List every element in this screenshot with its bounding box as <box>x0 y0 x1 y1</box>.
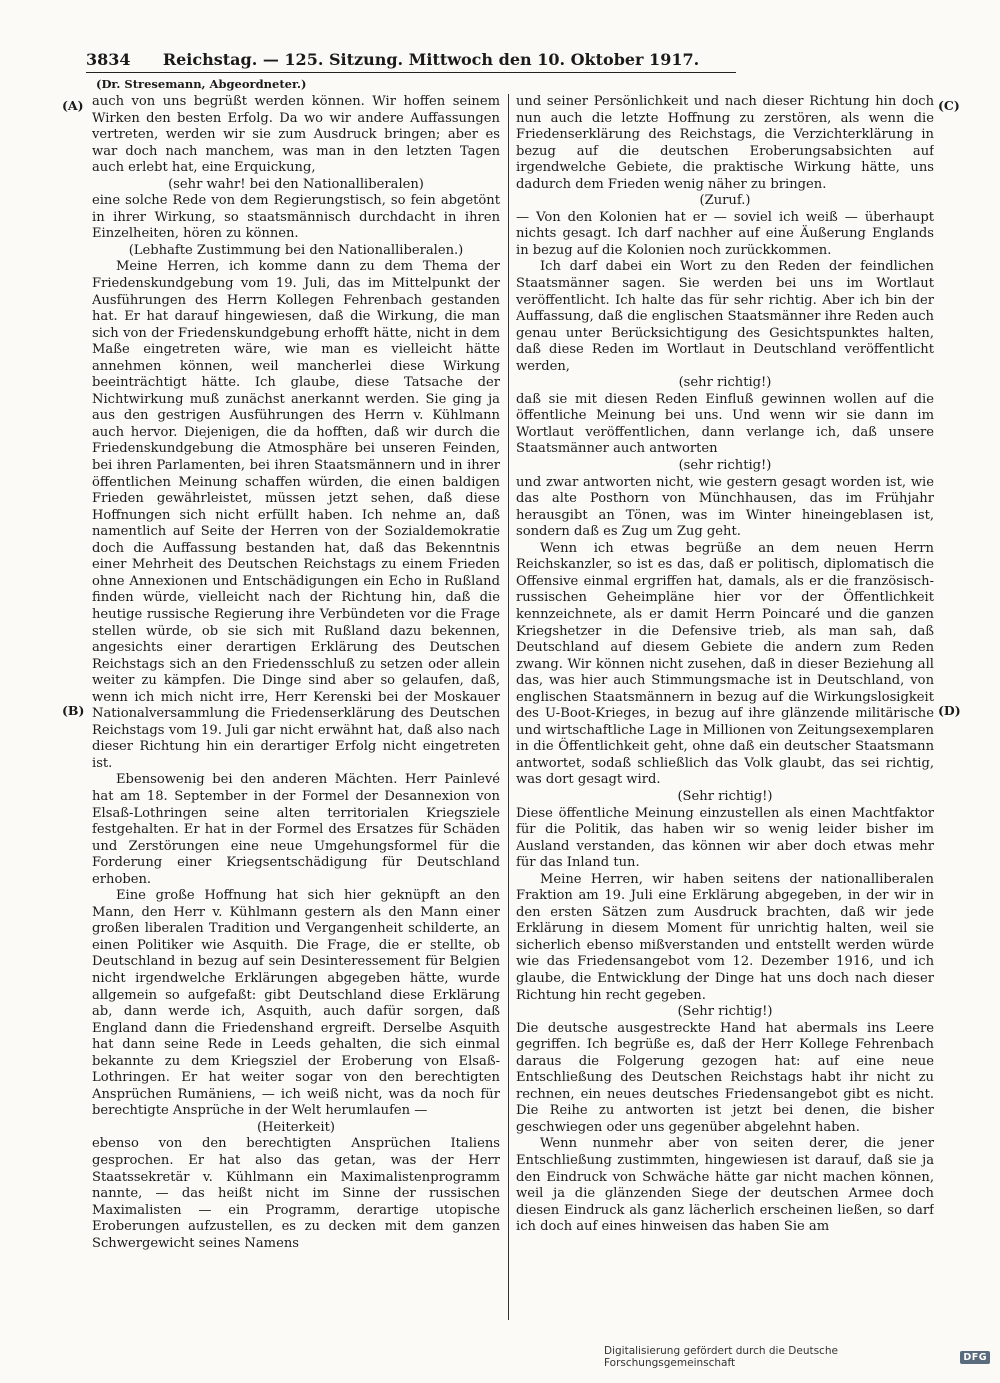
page-number: 3834 <box>86 50 131 69</box>
interjection: (Heiterkeit) <box>257 1119 335 1135</box>
paragraph: Wenn ich etwas begrüße an dem neuen Herrn Reichskanzler, so ist es das, daß er politisch, diplomatisch die Offensive einmal ergriffen hat, damals, als er die französisch-russischen Geheimpläne hier vor der Öffentlichkeit kennzeichnete, als er damit Herrn Poincaré und die ganzen Kriegshetzer in die Defensive trieb, als man sah, daß Deutschland auf diesem Gebiete die andern zum Reden zwang. Wir können nicht zusehen, daß in dieser Beziehung all das, was hier auch Stimmungsmache ist in Deutschland, von englischen Staatsmännern in bezug auf die Wirkungslosigkeit des U-Boot-Krieges, in bezug auf ihre glänzende militärische und wirtschaftliche Lage in Millionen von Zeitungsexemplaren in die Öffentlichkeit geht, ohne daß ein deutscher Staatsmann antwortet, sodaß schließlich das Volk glaubt, das sei richtig, was dort gesagt wird. <box>516 540 934 788</box>
paragraph: Diese öffentliche Meinung einzustellen als einen Machtfaktor für die Politik, das haben wir so wenig leider bisher im Ausland verstanden, das können wir aber doch etwas mehr für das Inland tun. <box>516 805 934 871</box>
interjection: (Lebhafte Zustimmung bei den Nationalliberalen.) <box>128 242 464 258</box>
paragraph: Meine Herren, wir haben seitens der nationalliberalen Fraktion am 19. Juli eine Erklärung abgegeben, in der wir in den ersten Sätzen zum Ausdruck brachten, daß wir jede Erklärung in diesem Moment für unrichtig halten, weil sie sicherlich ebenso mißverstanden und entstellt werden würde wie das Friedensangebot vom 12. Dezember 1916, und ich glaube, die Entwicklung der Dinge hat uns doch nach dieser Richtung hin recht gegeben. <box>516 871 934 1003</box>
margin-mark-c: (C) <box>938 98 960 113</box>
interjection: (sehr richtig!) <box>678 375 772 391</box>
footer-text: Digitalisierung gefördert durch die Deutsche Forschungsgemeinschaft <box>604 1345 838 1369</box>
margin-mark-a: (A) <box>62 98 84 113</box>
paragraph: Ebensowenig bei den anderen Mächten. Herr Painlevé hat am 18. September in der Formel der Desannexion von Elsaß-Lothringen seine alten territorialen Kriegsziele festgehalten. Er hat in der Formel des Ersatzes für Schäden und Zerstörungen eine neue Umgehungsformel für die Forderung einer Kriegsentschädigung für Deutschland erhoben. <box>92 772 500 887</box>
margin-mark-b: (B) <box>62 703 85 718</box>
paragraph: und zwar antworten nicht, wie gestern gesagt worden ist, wie das alte Posthorn von Münchhausen, das im Frühjahr herausgibt an Tönen, was im Winter hineingeblasen ist, sondern daß es Zug um Zug geht. <box>516 474 934 540</box>
paragraph: Wenn nunmehr aber von seiten derer, die jener Entschließung zustimmten, hingewiesen ist darauf, daß sie ja den Eindruck von Schwäche hätte gar nicht machen können, weil ja die glänzenden Siege der deutschen Armee doch diesen Eindruck als ganz lächerlich erscheinen ließen, so darf ich doch auf eines hinweisen das haben Sie am <box>516 1136 934 1235</box>
paragraph: und seiner Persönlichkeit und nach dieser Richtung hin doch nun auch die letzte Hoffnung zu zerstören, als wenn die Friedenserklärung des Reichstags, die Verzichterklärung in bezug auf die deutschen Eroberungsabsichten auf irgendwelche Gebiete, die praktische Wirkung hätte, uns dadurch dem Frieden wenig näher zu bringen. <box>516 94 934 192</box>
right-column <box>516 94 934 1324</box>
margin-mark-d: (D) <box>938 703 961 718</box>
interjection: (sehr wahr! bei den Nationalliberalen) <box>168 176 424 192</box>
running-title: Reichstag. — 125. Sitzung. Mittwoch den 10. Oktober 1917. <box>162 50 700 69</box>
dfg-logo: DFG <box>960 1351 990 1364</box>
paragraph: daß sie mit diesen Reden Einfluß gewinnen wollen auf die öffentliche Meinung bei uns. Und wenn wir sie dann im Wortlaut veröffentlichen, dann verlange ich, daß unsere Staatsmänner auch antworten <box>516 391 934 457</box>
paragraph: — Von den Kolonien hat er — soviel ich weiß — überhaupt nichts gesagt. Ich darf nachher auf eine Äußerung Englands in bezug auf die Kolonien noch zurückkommen. <box>516 209 934 258</box>
left-column <box>92 94 500 1324</box>
column-divider <box>508 94 509 1320</box>
paragraph: Ich darf dabei ein Wort zu den Reden der feindlichen Staatsmänner sagen. Sie werden bei uns im Wortlaut veröffentlicht. Ich halte das für sehr richtig. Aber ich bin der Auffassung, daß die englischen Staatsmänner ihre Reden auch genau unter Berücksichtigung des Gesichtspunktes halten, daß diese Reden im Wortlaut in Deutschland veröffentlicht werden, <box>516 259 934 374</box>
paragraph: ebenso von den berechtigten Ansprüchen Italiens gesprochen. Er hat also das getan, was der Herr Staatssekretär v. Kühlmann ein Maximalistenprogramm nannte, — das heißt nicht im Sinne der russischen Maximalisten — ein Programm, derartige utopische Eroberungen aufzustellen, es zu decken mit dem ganzen Schwergewicht seines Namens <box>92 1136 500 1251</box>
page-footer <box>604 1345 990 1369</box>
paragraph: eine solche Rede von dem Regierungstisch, so fein abgetönt in ihrer Wirkung, so staatsmännisch durchdacht in ihren Einzelheiten, hören zu können. <box>92 193 500 242</box>
page-header <box>86 48 736 73</box>
interjection: (Zuruf.) <box>699 193 751 209</box>
speaker-note: (Dr. Stresemann, Abgeordneter.) <box>96 77 307 91</box>
paragraph: Meine Herren, ich komme dann zu dem Thema der Friedenskundgebung vom 19. Juli, das im Mittelpunkt der Ausführungen des Herrn Kollegen Fehrenbach gestanden hat. Er hat darauf hingewiesen, daß die Wirkung, die man sich von der Friedenskundgebung erhofft hätte, nicht in dem Maße eingetreten wäre, wie man es vielleicht hätte annehmen können, weil mancherlei diese Wirkung beeinträchtigt hätte. Ich glaube, diese Tatsache der Nichtwirkung muß zunächst anerkannt werden. Sie ging ja aus den gestrigen Ausführungen des Herrn v. Kühlmann auch hervor. Diejenigen, die da hofften, daß wir durch die Friedenskundgebung die Atmosphäre bei unseren Feinden, bei ihren Parlamenten, bei ihren Staatsmännern und in ihrer öffentlichen Meinung schaffen würden, die einen baldigen Frieden gewährleistet, müssen jetzt sehen, daß diese Hoffnungen sich nicht erfüllt haben. Ich nehme an, daß namentlich auf Seite der Herren von der Sozialdemokratie doch die Auffassung bestanden hat, daß das Bekenntnis einer Mehrheit des Deutschen Reichstags zu einem Frieden ohne Annexionen und Entschädigungen ein Echo in Rußland finden würde, vielleicht nach der Richtung hin, daß die heutige russische Regierung ihre Verbündeten vor die Frage stellen würde, ob sie sich mit Rußland dazu bekennen, angesichts einer derartigen Erklärung des Deutschen Reichstags sich an den Friedensschluß zu setzen oder allein weiter zu kämpfen. Die Dinge sind aber so gelaufen, daß, wenn ich mich nicht irre, Herr Kerenski bei der Moskauer Nationalversammlung die Friedenserklärung des Deutschen Reichstags vom 19. Juli gar nicht erwähnt hat, daß also nach dieser Richtung hin ein derartiger Erfolg nicht eingetreten ist. <box>92 259 500 771</box>
interjection: (Sehr richtig!) <box>677 1004 773 1020</box>
paragraph: auch von uns begrüßt werden können. Wir hoffen seinem Wirken den besten Erfolg. Da wo wir andere Auffassungen vertreten, werden wir sie zum Ausdruck bringen; aber es war doch nach manchem, was man in den letzten Tagen auch erlebt hat, eine Erquickung, <box>92 94 500 176</box>
interjection: (Sehr richtig!) <box>677 788 773 804</box>
paragraph: Eine große Hoffnung hat sich hier geknüpft an den Mann, den Herr v. Kühlmann gestern als den Mann einer großen liberalen Tradition und Vergangenheit schilderte, an einen Politiker wie Asquith. Die Frage, die er stellte, ob Deutschland in bezug auf sein Desinteressement für Belgien nicht irgendwelche Erklärungen abgegeben hätte, wurde allgemein so aufgefaßt: gibt Deutschland diese Erklärung ab, dann werde ich, Asquith, auch dafür sorgen, daß England dann die Friedenshand ergreift. Derselbe Asquith hat dann seine Rede in Leeds gehalten, die sich einmal bekannte zu dem Kriegsziel der Eroberung von Elsaß-Lothringen. Er hat weiter sogar von den berechtigten Ansprüchen Rumäniens, — ich weiß nicht, was da noch für berechtigte Ansprüche in der Welt herumlaufen — <box>92 888 500 1119</box>
interjection: (sehr richtig!) <box>678 458 772 474</box>
paragraph: Die deutsche ausgestreckte Hand hat abermals ins Leere gegriffen. Ich begrüße es, daß der Herr Kollege Fehrenbach daraus die Folgerung gezogen hat: auf eine neue Entschließung des Deutschen Reichstags habt ihr nicht zu rechnen, ein neues deutsches Friedensangebot gibt es nicht. Die Reihe zu antworten ist jetzt bei denen, die bisher geschwiegen oder uns gegenüber abgelehnt haben. <box>516 1020 934 1135</box>
